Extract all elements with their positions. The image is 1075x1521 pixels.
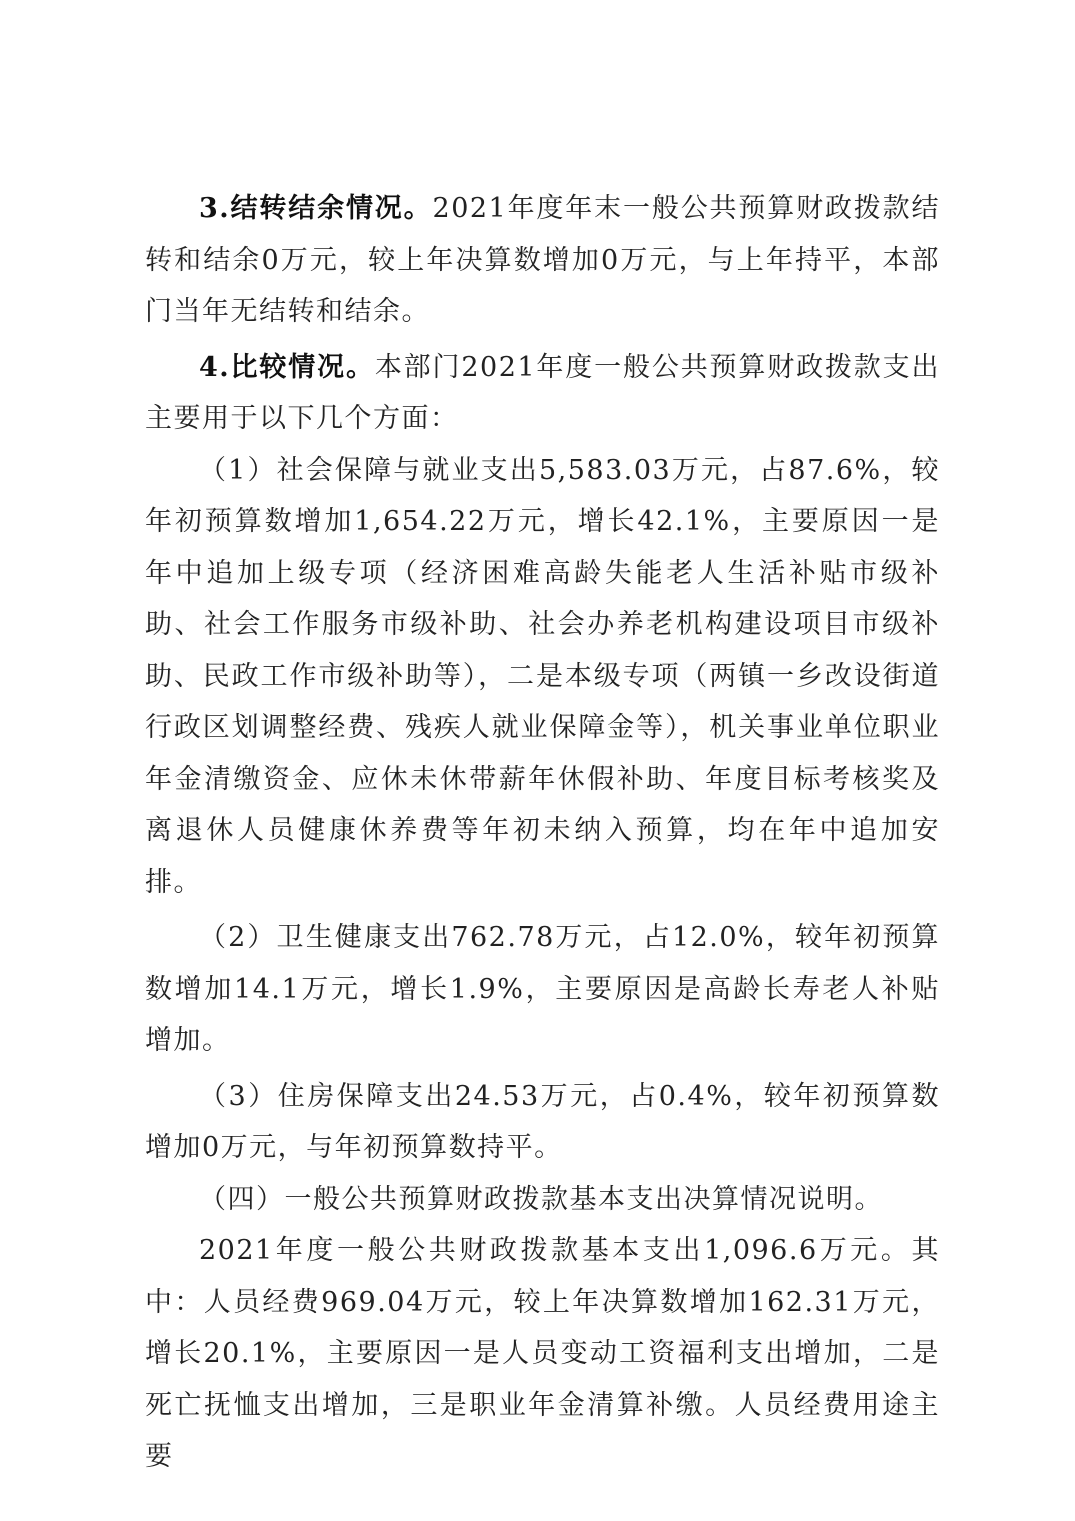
- paragraph-basic-expenditure: 2021年度一般公共财政拨款基本支出1,096.6万元。其中：人员经费969.04万元，较上年决算数增加162.31万元，增长20.1%，主要原因一是人员变动工资福利支出增加，二是死亡抚恤支出增加，三是职业年金清算补缴。人员经费用途主要: [145, 1235, 940, 1472]
- paragraph-housing: （3）住房保障支出24.53万元，占0.4%，较年初预算数增加0万元，与年初预算数持平。: [145, 1080, 940, 1163]
- paragraph-comparison: [145, 342, 940, 445]
- document-page: [145, 183, 940, 1483]
- paragraph-social-security: （1）社会保障与就业支出5,583.03万元，占87.6%，较年初预算数增加1,654.22万元，增长42.1%，主要原因一是年中追加上级专项（经济困难高龄失能老人生活补贴市级补助、社会工作服务市级补助、社会办养老机构建设项目市级补助、民政工作市级补助等），二是本级专项（两镇一乡改设街道行政区划调整经费、残疾人就业保障金等），机关事业单位职业年金清缴资金、应休未休带薪年休假补助、年度目标考核奖及离退休人员健康休养费等年初未纳入预算，均在年中追加安排。: [145, 454, 940, 898]
- heading-carryover-balance: 3.结转结余情况。: [199, 193, 433, 224]
- text-carryover-balance: 2021年度年末一般公共预算财政拨款结转和结余0万元，较上年决算数增加0万元，与上年持平，本部门当年无结转和结余。: [145, 193, 941, 327]
- section-heading-basic-expenditure: （四）一般公共预算财政拨款基本支出决算情况说明。: [199, 1183, 883, 1215]
- paragraph-carryover-balance: [145, 183, 940, 338]
- text-comparison: 本部门2021年度一般公共预算财政拨款支出主要用于以下几个方面：: [145, 351, 941, 434]
- heading-comparison: 4.比较情况。: [199, 351, 375, 383]
- paragraph-health: （2）卫生健康支出762.78万元，占12.0%，较年初预算数增加14.1万元，增长1.9%，主要原因是高龄长寿老人补贴增加。: [145, 922, 940, 1056]
